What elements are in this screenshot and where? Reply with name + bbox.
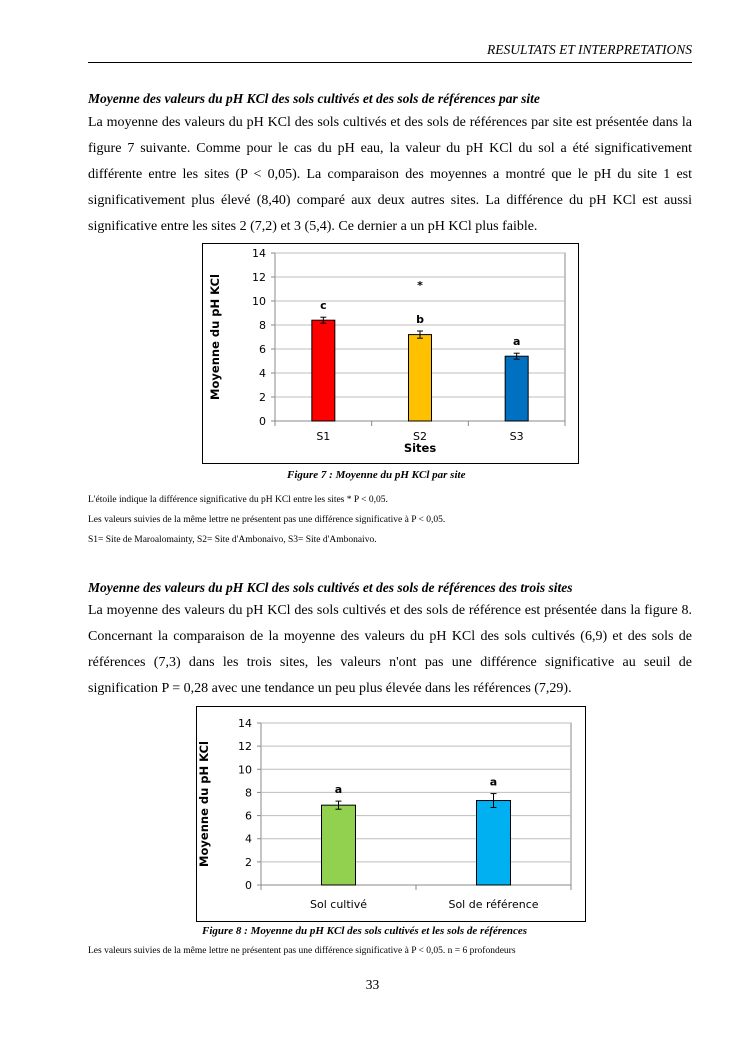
figure-8-chart [196, 706, 586, 922]
fig8-plot-area [261, 723, 571, 885]
fig8-y-tick-label: 12 [238, 740, 252, 754]
figure-7-note-3: S1= Site de Maroalomainty, S2= Site d'Ambonaivo, S3= Site d'Ambonaivo. [88, 535, 377, 545]
fig8-y-tick-label: 10 [238, 763, 252, 777]
fig7-category-label: S1 [316, 430, 331, 443]
figure-8-note: Les valeurs suivies de la même lettre ne présentent pas une différence significative à P < 0,05. n = 6 profondeurs [88, 946, 516, 956]
fig8-y-tick-label: 8 [245, 786, 252, 800]
fig8-category-label: Sol de référence [448, 898, 539, 911]
figure-7-svg [203, 244, 578, 463]
fig7-bar [312, 320, 335, 421]
section-2-paragraph: La moyenne des valeurs du pH KCl des sols cultivés et des sols de référence est présentée dans la figure 8. Concernant la comparaison de la moyenne des valeurs du pH KCl des sols cultivés (6,9) et des sols de références (7,3) dans les trois sites, les valeurs n'ont pas une différence significative au seuil de signification P = 0,28 avec une tendance un peu plus élevée dans les références (7,29). [88, 603, 692, 696]
fig7-significance-star: * [417, 279, 423, 292]
fig7-category-label: S2 [413, 430, 427, 443]
fig7-category-label: S3 [509, 430, 524, 443]
section-1-title: Moyenne des valeurs du pH KCl des sols cultivés et des sols de références par site [88, 91, 540, 106]
fig7-y-tick-label: 10 [252, 295, 266, 308]
fig8-y-tick-label: 4 [245, 832, 252, 846]
figure-8-caption: Figure 8 : Moyenne du pH KCl des sols cultivés et les sols de références [202, 925, 528, 937]
figure-7-chart [202, 243, 579, 464]
fig8-bar [477, 801, 511, 885]
fig7-y-tick-label: 6 [259, 343, 266, 356]
fig7-bar [505, 356, 528, 421]
fig7-significance-letter: b [416, 313, 424, 326]
fig7-x-axis-label: Sites [403, 441, 437, 455]
fig8-y-axis-label: Moyenne du pH KCl [197, 741, 211, 867]
fig7-significance-letter: a [512, 335, 521, 349]
fig8-significance-letter: a [489, 775, 498, 789]
fig7-y-tick-label: 12 [252, 271, 266, 284]
fig7-y-tick-label: 14 [252, 247, 266, 260]
fig8-significance-letter: a [334, 783, 343, 797]
fig7-y-tick-label: 8 [259, 319, 266, 332]
fig8-y-tick-label: 2 [245, 855, 252, 869]
fig7-bar [409, 335, 432, 421]
fig8-category-label: Sol cultivé [310, 898, 367, 911]
fig8-y-tick-label: 14 [238, 717, 252, 730]
figure-7-caption: Figure 7 : Moyenne du pH KCl par site [287, 469, 466, 481]
fig8-y-tick-label: 0 [245, 879, 252, 892]
page-header: RESULTATS ET INTERPRETATIONS [88, 42, 692, 63]
fig7-y-tick-label: 4 [259, 367, 266, 380]
page-number: 33 [365, 977, 380, 992]
fig8-y-tick-label: 6 [245, 809, 252, 823]
fig8-bar [322, 805, 356, 885]
figure-7-note-2: Les valeurs suivies de la même lettre ne présentent pas une différence significative à P < 0,05. [88, 515, 446, 525]
figure-8-svg [197, 707, 585, 921]
fig7-y-axis-label: Moyenne du pH KCl [208, 274, 222, 400]
fig7-significance-letter: c [320, 299, 327, 313]
fig7-y-tick-label: 0 [259, 415, 266, 428]
fig7-y-tick-label: 2 [259, 391, 266, 404]
figure-7-note-1: L'étoile indique la différence significative du pH KCl entre les sites * P < 0,05. [88, 495, 388, 505]
section-2-title: Moyenne des valeurs du pH KCl des sols cultivés et des sols de références des trois sites [88, 580, 573, 595]
section-1-paragraph: La moyenne des valeurs du pH KCl des sols cultivés et des sols de références par site est présentée dans la figure 7 suivante. Comme pour le cas du pH eau, la valeur du pH KCl du sol a été significativement différente entre les sites (P < 0,05). La comparaison des moyennes a montré que le pH du site 1 est significativement plus élevé (8,40) comparé aux deux autres sites. La différence du pH KCl est aussi significative entre les sites 2 (7,2) et 3 (5,4). Ce dernier a un pH KCl plus faible. [88, 115, 692, 234]
